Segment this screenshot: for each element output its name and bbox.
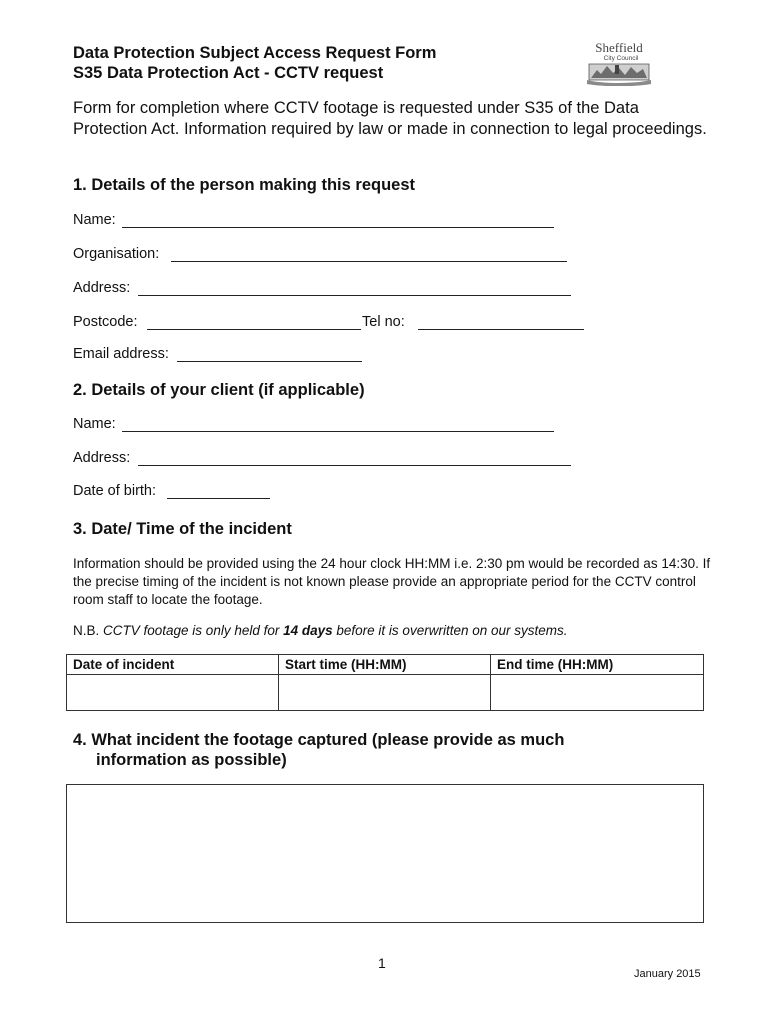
dob-field[interactable] [167, 498, 270, 499]
footer-date: January 2015 [634, 968, 701, 980]
date-of-incident-header: Date of incident [67, 655, 279, 675]
start-time-cell[interactable] [279, 675, 491, 711]
section2-heading: 2. Details of your client (if applicable) [73, 381, 365, 399]
section3-heading: 3. Date/ Time of the incident [73, 520, 292, 538]
postcode-field[interactable] [147, 329, 361, 330]
section1-heading: 1. Details of the person making this request [73, 176, 415, 194]
start-time-header: Start time (HH:MM) [279, 655, 491, 675]
form-title-line2: S35 Data Protection Act - CCTV request [73, 64, 384, 82]
organisation-field[interactable] [171, 261, 567, 262]
nb-note [73, 622, 713, 640]
nb-italic-2: before it is overwritten on our systems. [332, 623, 568, 638]
end-time-cell[interactable] [491, 675, 704, 711]
address-label: Address: [73, 280, 131, 296]
postcode-label: Postcode: [73, 314, 138, 330]
logo-main-text: Sheffield [595, 40, 643, 55]
nb-bold: 14 days [283, 623, 333, 638]
end-time-header: End time (HH:MM) [491, 655, 704, 675]
name-label: Name: [73, 212, 116, 228]
date-of-incident-cell[interactable] [67, 675, 279, 711]
section4-heading-line1: 4. What incident the footage captured (please provide as much [73, 731, 565, 749]
form-title [73, 43, 436, 83]
dob-label: Date of birth: [73, 483, 157, 499]
nb-prefix: N.B. [73, 623, 104, 638]
sheffield-city-council-logo [583, 40, 655, 86]
client-address-label: Address: [73, 450, 131, 466]
client-name-label: Name: [73, 416, 116, 432]
client-address-field[interactable] [138, 465, 571, 466]
time-info-text: Information should be provided using the 24 hour clock HH:MM i.e. 2:30 pm would be recorded as 14:30. If the precise timing of the incident is not known please provide an appropriate period for the CCTV control room staff to locate the footage. [73, 556, 711, 607]
intro-text: Form for completion where CCTV footage is requested under S35 of the Data Protection Act. Information required by law or made in connection to legal proceedings. [73, 99, 707, 138]
email-label: Email address: [73, 346, 169, 362]
tel-field[interactable] [418, 329, 584, 330]
tel-label: Tel no: [362, 314, 405, 330]
section4-heading-line2: information as possible) [96, 751, 287, 769]
client-name-field[interactable] [122, 431, 554, 432]
incident-time-table [66, 654, 704, 711]
page-number: 1 [378, 955, 386, 971]
organisation-label: Organisation: [73, 246, 160, 262]
email-field[interactable] [177, 361, 362, 362]
nb-italic-1: CCTV footage is only held for [103, 623, 284, 638]
name-field[interactable] [122, 227, 554, 228]
logo-sub-text: City Council [603, 55, 639, 62]
form-title-line1: Data Protection Subject Access Request Form [73, 44, 437, 62]
incident-description-box[interactable] [66, 784, 704, 923]
section4-heading [73, 730, 564, 770]
address-field[interactable] [138, 295, 571, 296]
